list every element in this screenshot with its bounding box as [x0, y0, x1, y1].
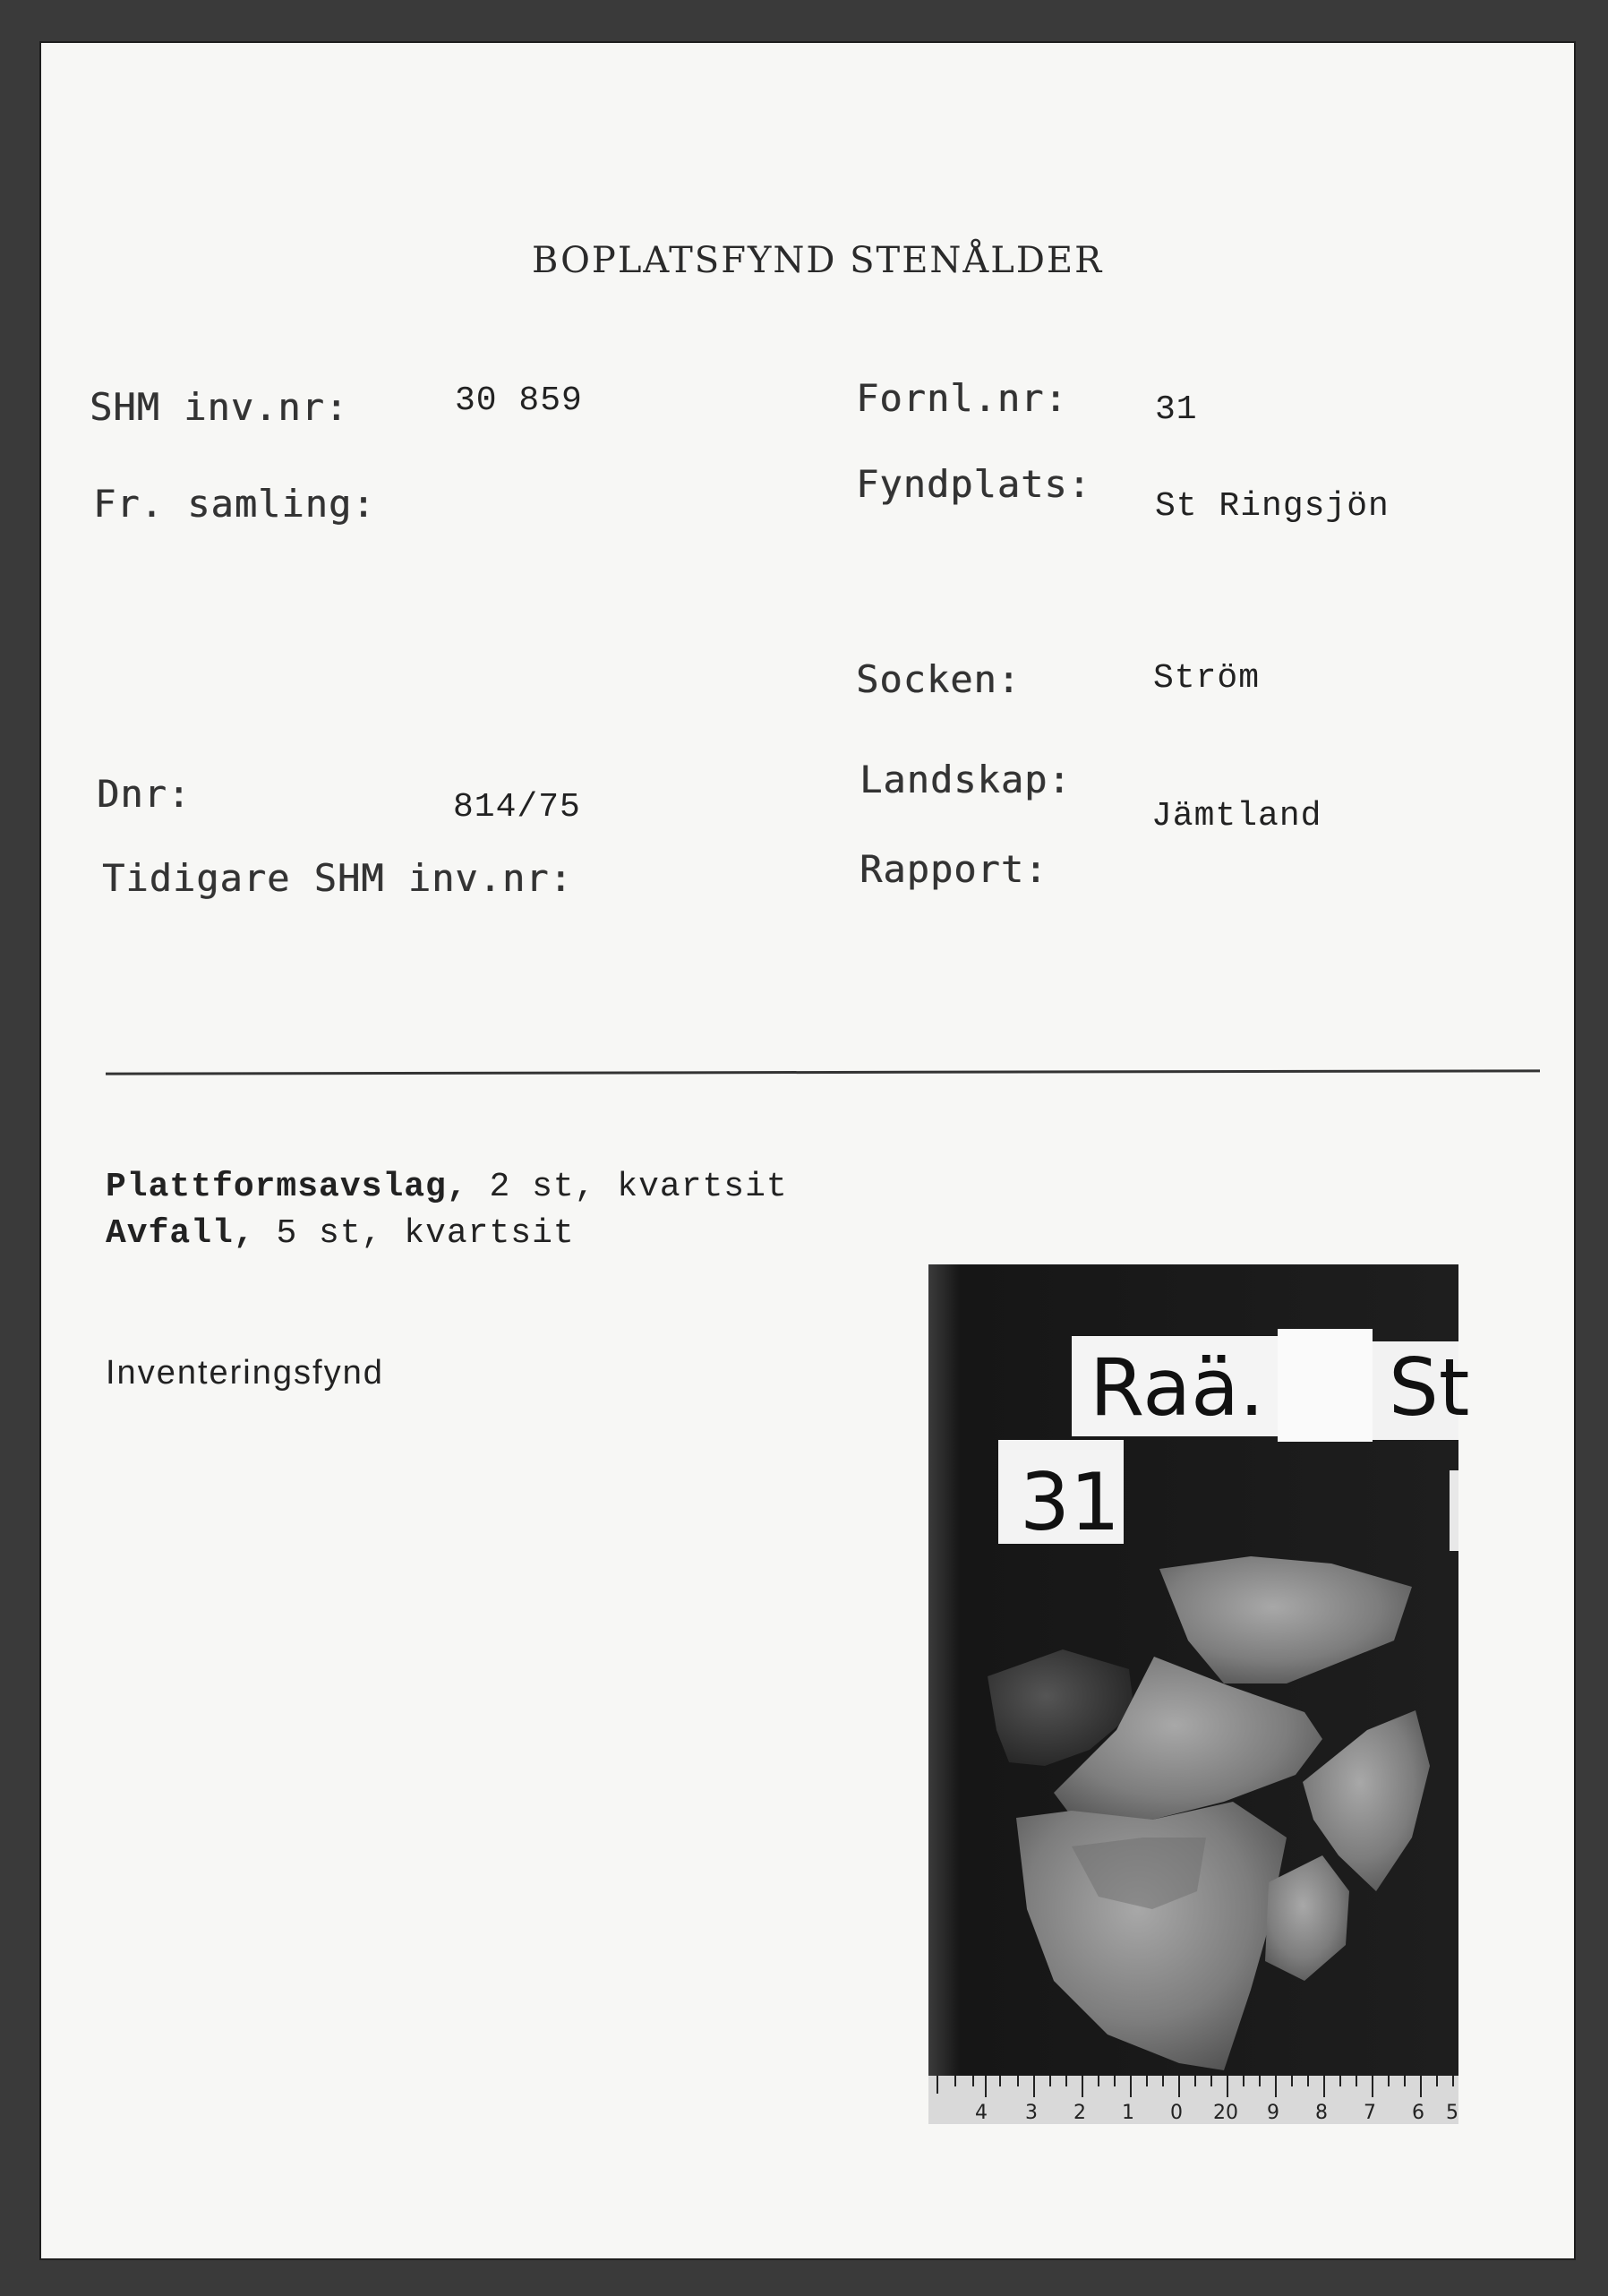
scale-number: 3 — [1025, 2102, 1038, 2124]
landskap-label: Landskap: — [860, 758, 1072, 801]
scale-number: 8 — [1315, 2102, 1328, 2124]
find-detail-2: 5 st, kvartsit — [276, 1214, 575, 1253]
fornl-value: 31 — [1155, 390, 1198, 429]
fornl-label: Fornl.nr: — [856, 376, 1068, 420]
scale-number: 2 — [1073, 2102, 1086, 2124]
fr-samling-label: Fr. samling: — [93, 482, 376, 526]
dnr-label: Dnr: — [97, 772, 192, 816]
scale-number: 9 — [1267, 2102, 1279, 2124]
fyndplats-label: Fyndplats: — [856, 462, 1091, 506]
scale-number: 6 — [1412, 2102, 1424, 2124]
find-line-1: Plattformsavslag, 2 st, kvartsit — [106, 1168, 788, 1206]
find-name-1: Plattformsavslag — [106, 1168, 447, 1206]
photo-text-number: 31 — [1020, 1456, 1120, 1548]
socken-value: Ström — [1153, 659, 1261, 698]
card-title: BOPLATSFYND STENÅLDER — [532, 240, 1104, 281]
shm-inv-value: 30 859 — [455, 381, 583, 420]
photo-text-raa: Raä. — [1090, 1341, 1265, 1434]
scale-number: 0 — [1170, 2102, 1183, 2124]
measuring-scale — [928, 2076, 1458, 2124]
shm-inv-label: SHM inv.nr: — [90, 385, 349, 429]
category-text: Inventeringsfynd — [106, 1354, 384, 1392]
landskap-value: Jämtland — [1151, 797, 1322, 835]
photo-text-st: St — [1389, 1341, 1470, 1434]
tidigare-label: Tidigare SHM inv.nr: — [102, 856, 573, 900]
dnr-value: 814/75 — [453, 788, 581, 827]
scale-number: 5 — [1446, 2102, 1458, 2124]
artifact-photo-svg — [928, 1264, 1470, 2124]
scale-number: 20 — [1213, 2102, 1238, 2124]
artifact-photo — [928, 1264, 1470, 2124]
photo-label-blank — [1278, 1329, 1373, 1442]
rapport-label: Rapport: — [860, 847, 1048, 891]
find-line-2: Avfall, 5 st, kvartsit — [106, 1214, 575, 1253]
find-detail-1: 2 st, kvartsit — [489, 1168, 788, 1206]
scale-number: 7 — [1364, 2102, 1376, 2124]
scale-number: 1 — [1122, 2102, 1134, 2124]
socken-label: Socken: — [856, 657, 1022, 701]
fyndplats-value: St Ringsjön — [1155, 487, 1390, 526]
scale-number: 4 — [975, 2102, 988, 2124]
find-name-2: Avfall — [106, 1214, 234, 1253]
